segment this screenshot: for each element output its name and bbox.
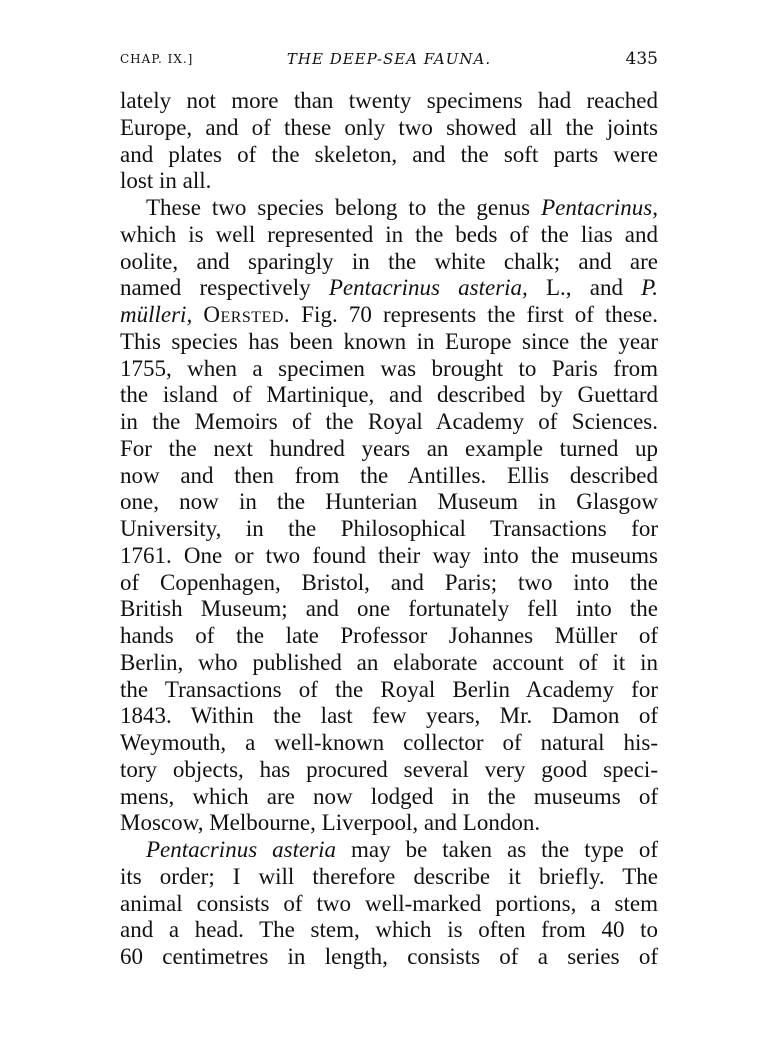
running-title: THE DEEP-SEA FAUNA. — [286, 50, 492, 68]
text-segment: tory objects, has procured several very good speci- — [120, 756, 658, 782]
text-segment: University, in the Philosophical Transactions for — [120, 516, 658, 541]
text-segment: L., and — [527, 275, 642, 301]
text-segment: lost in all. — [120, 168, 212, 194]
text-segment: British Museum; and one fortunately fell into the — [120, 596, 658, 622]
text-line — [120, 730, 658, 757]
text-line — [120, 409, 658, 436]
text-segment: Berlin, who published an elaborate account of it in — [120, 649, 658, 675]
text-segment: This species has been known in Europe since the year — [120, 328, 658, 354]
text-segment: Pentacrinus asteria — [146, 837, 337, 862]
text-segment — [192, 302, 203, 327]
text-line — [120, 784, 658, 811]
text-segment: which is well represented in the beds of the lias and — [120, 221, 658, 247]
text-line — [120, 115, 658, 142]
running-head — [120, 47, 658, 71]
text-segment: of Copenhagen, Bristol, and Paris; two into the — [120, 569, 658, 595]
text-segment: one, now in the Hunterian Museum in Glasgow — [120, 489, 658, 515]
text-segment: the island of Martinique, and described by Guettard — [120, 382, 658, 408]
text-segment: hands of the late Professor Johannes Müller of — [120, 623, 658, 648]
text-line — [120, 543, 658, 570]
text-line — [120, 891, 658, 918]
text-line — [120, 275, 658, 302]
text-segment: Weymouth, a well-known collector of natural his- — [120, 730, 658, 755]
text-line — [120, 703, 658, 730]
text-line — [120, 329, 658, 356]
text-line — [120, 195, 658, 222]
text-line — [120, 463, 658, 490]
text-segment: 1755, when a specimen was brought to Paris from — [120, 355, 658, 381]
text-segment: animal consists of two well-marked portions, a stem — [120, 890, 658, 916]
text-segment: 60 centimetres in length, consists of a series of — [120, 944, 658, 969]
text-line — [120, 489, 658, 516]
text-line — [120, 436, 658, 463]
page-number: 435 — [625, 49, 658, 69]
text-segment: Oersted. — [203, 302, 291, 327]
text-line — [120, 516, 658, 543]
text-segment: Fig. 70 represents the first of these. — [290, 302, 658, 327]
text-line — [120, 596, 658, 623]
text-segment: its order; I will therefore describe it briefly. The — [120, 863, 658, 889]
text-segment: mülleri, — [120, 302, 193, 327]
text-segment: Pentacrinus, — [541, 195, 658, 220]
text-line — [120, 88, 658, 115]
text-line — [120, 757, 658, 784]
text-line — [120, 382, 658, 409]
text-line — [120, 837, 658, 864]
text-segment: and a head. The stem, which is often from 40 to — [120, 917, 658, 943]
text-segment: now and then from the Antilles. Ellis described — [120, 462, 658, 488]
chapter-label: CHAP. IX.] — [120, 52, 194, 66]
text-segment: 1843. Within the last few years, Mr. Damon of — [120, 703, 658, 729]
text-segment: Europe, and of these only two showed all the joints — [120, 114, 658, 140]
text-segment: named respectively — [120, 275, 329, 301]
text-line — [120, 917, 658, 944]
text-line — [120, 677, 658, 704]
text-segment: P. — [641, 275, 658, 301]
text-segment: These two species belong to the genus — [146, 195, 542, 220]
text-segment: in the Memoirs of the Royal Academy of Sciences. — [120, 409, 658, 434]
text-segment: 1761. One or two found their way into the museums — [120, 542, 658, 568]
text-line — [120, 810, 658, 837]
text-segment: Pentacrinus asteria, — [328, 275, 528, 301]
text-line — [120, 623, 658, 650]
text-line — [120, 168, 658, 195]
text-line — [120, 944, 658, 971]
text-segment: Moscow, Melbourne, Liverpool, and London. — [120, 810, 541, 836]
text-segment: mens, which are now lodged in the museums of — [120, 783, 658, 809]
text-line — [120, 249, 658, 276]
body-text — [120, 88, 658, 971]
text-line — [120, 864, 658, 891]
text-segment: lately not more than twenty specimens had reached — [120, 88, 658, 113]
text-segment: oolite, and sparingly in the white chalk; and are — [120, 248, 658, 274]
text-line — [120, 570, 658, 597]
text-segment: may be taken as the type of — [336, 837, 658, 862]
text-line — [120, 356, 658, 383]
text-line — [120, 142, 658, 169]
text-line — [120, 302, 658, 329]
text-segment: the Transactions of the Royal Berlin Academy for — [120, 676, 658, 702]
text-segment: For the next hundred years an example turned up — [120, 435, 658, 461]
text-line — [120, 650, 658, 677]
text-line — [120, 222, 658, 249]
text-segment: and plates of the skeleton, and the soft parts were — [120, 141, 658, 167]
